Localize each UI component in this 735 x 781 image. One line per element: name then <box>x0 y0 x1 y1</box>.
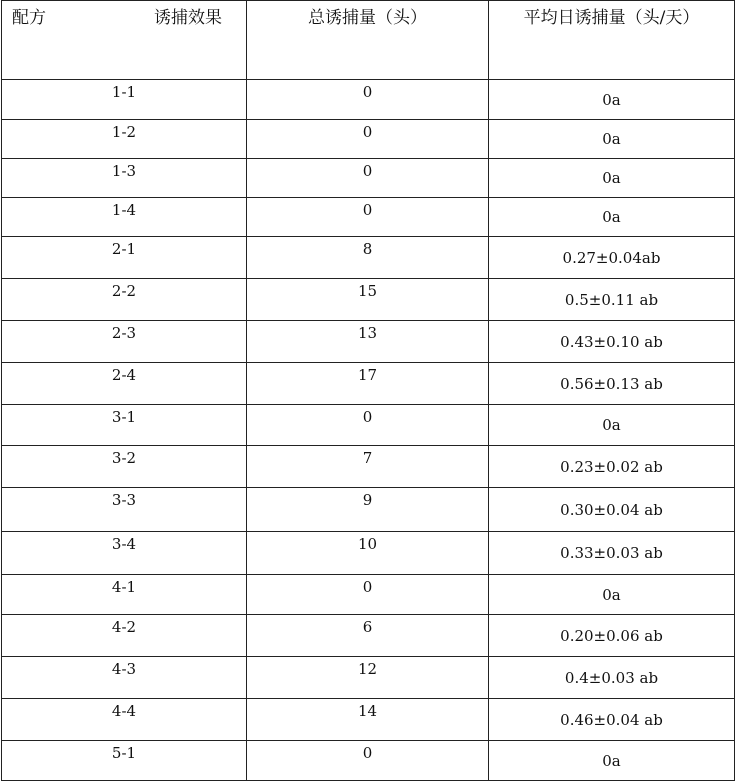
formula-cell: 3-2 <box>2 446 247 488</box>
table-row <box>2 405 735 446</box>
daily-cell: 0a <box>489 198 735 237</box>
table-row <box>2 488 735 532</box>
formula-cell: 4-3 <box>2 657 247 699</box>
total-cell: 13 <box>247 321 489 363</box>
formula-cell: 2-4 <box>2 363 247 405</box>
formula-cell: 1-1 <box>2 80 247 120</box>
table-row <box>2 699 735 741</box>
total-cell: 12 <box>247 657 489 699</box>
table-row <box>2 80 735 120</box>
formula-cell: 5-1 <box>2 741 247 781</box>
daily-cell: 0.4±0.03 ab <box>489 657 735 699</box>
total-cell: 0 <box>247 741 489 781</box>
formula-cell: 2-3 <box>2 321 247 363</box>
daily-cell: 0.30±0.04 ab <box>489 488 735 532</box>
table-row <box>2 532 735 575</box>
total-cell: 6 <box>247 615 489 657</box>
table-row <box>2 575 735 615</box>
formula-cell: 4-4 <box>2 699 247 741</box>
table-row <box>2 159 735 198</box>
total-cell: 9 <box>247 488 489 532</box>
total-cell: 0 <box>247 575 489 615</box>
formula-cell: 3-4 <box>2 532 247 575</box>
formula-cell: 2-1 <box>2 237 247 279</box>
total-cell: 0 <box>247 80 489 120</box>
header-formula: 配方 <box>12 8 46 28</box>
table-row <box>2 198 735 237</box>
daily-cell: 0.20±0.06 ab <box>489 615 735 657</box>
table-row <box>2 120 735 159</box>
formula-cell: 4-2 <box>2 615 247 657</box>
daily-cell: 0a <box>489 405 735 446</box>
total-cell: 14 <box>247 699 489 741</box>
table-header-row <box>2 1 735 80</box>
header-effect: 诱捕效果 <box>154 8 222 28</box>
total-cell: 0 <box>247 198 489 237</box>
trap-results-table <box>1 0 735 781</box>
total-cell: 0 <box>247 405 489 446</box>
total-cell: 17 <box>247 363 489 405</box>
table-row <box>2 279 735 321</box>
daily-cell: 0.43±0.10 ab <box>489 321 735 363</box>
total-cell: 0 <box>247 159 489 198</box>
daily-cell: 0a <box>489 575 735 615</box>
table-row <box>2 615 735 657</box>
total-cell: 10 <box>247 532 489 575</box>
daily-cell: 0.46±0.04 ab <box>489 699 735 741</box>
formula-cell: 2-2 <box>2 279 247 321</box>
daily-cell: 0.27±0.04ab <box>489 237 735 279</box>
daily-cell: 0a <box>489 80 735 120</box>
formula-cell: 1-3 <box>2 159 247 198</box>
formula-cell: 1-2 <box>2 120 247 159</box>
formula-cell: 3-1 <box>2 405 247 446</box>
formula-cell: 1-4 <box>2 198 247 237</box>
daily-cell: 0.56±0.13 ab <box>489 363 735 405</box>
table-row <box>2 321 735 363</box>
header-formula-effect-cell <box>2 1 247 80</box>
formula-cell: 4-1 <box>2 575 247 615</box>
total-cell: 8 <box>247 237 489 279</box>
header-daily: 平均日诱捕量（头/天） <box>489 1 735 80</box>
daily-cell: 0.33±0.03 ab <box>489 532 735 575</box>
formula-cell: 3-3 <box>2 488 247 532</box>
table-row <box>2 237 735 279</box>
daily-cell: 0a <box>489 741 735 781</box>
total-cell: 7 <box>247 446 489 488</box>
total-cell: 15 <box>247 279 489 321</box>
daily-cell: 0a <box>489 120 735 159</box>
daily-cell: 0.5±0.11 ab <box>489 279 735 321</box>
daily-cell: 0a <box>489 159 735 198</box>
table-row <box>2 363 735 405</box>
table-row <box>2 741 735 781</box>
daily-cell: 0.23±0.02 ab <box>489 446 735 488</box>
table-row <box>2 657 735 699</box>
header-total: 总诱捕量（头） <box>247 1 489 80</box>
total-cell: 0 <box>247 120 489 159</box>
table-row <box>2 446 735 488</box>
